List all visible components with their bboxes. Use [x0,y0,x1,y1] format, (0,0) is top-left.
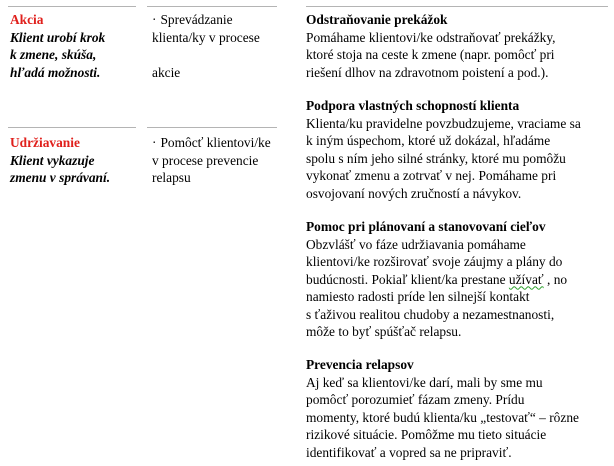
activity-line: · Pomôcť klientovi/ke [152,135,271,150]
phase-cell-udrziavanie [10,134,142,187]
section-line: ktoré stoja na ceste k zmene (napr. pomôcť pri [306,47,555,62]
bullet-icon: · [152,135,157,150]
phase-description-line: hľadá možnosti. [10,64,101,80]
section-line: Obzvlášť vo fáze udržiavania pomáhame [306,236,526,252]
section-line: s ťaživou realitou chudoby a nezamestnanosti, [306,306,555,322]
activity-line: relapsu [152,170,191,185]
table-rule-top-col3 [306,6,608,7]
table-rule-mid-col2 [147,127,277,128]
section-line: klientovi/ke rozširovať svoje záujmy a plány do [306,254,563,269]
section-line: Klienta/ku pravidelne povzbudzujeme, vraciame sa [306,115,581,131]
activity-cell-udrziavanie [152,134,286,187]
bullet-icon: · [152,12,157,27]
phase-name: Akcia [10,12,44,27]
section-prevencia-relapsov [306,356,612,461]
activity-line: akcie [152,64,181,80]
section-line: spolu s ním jeho silné stránky, ktoré mu pomôžu [306,150,566,166]
table-rule-top-col2 [147,6,277,7]
phase-cell-akcia [10,11,142,81]
section-line: rizikové situácie. Pomôžme mu tieto situácie [306,427,547,442]
section-line: môže to byť spúšťač relapsu. [306,324,462,339]
section-line: Aj keď sa klientovi/ke darí, mali by sme mu [306,374,543,390]
phase-description-line: zmenu v správaní. [10,170,111,185]
section-line: riešení dlhov na zdravotnom poistení a pod.). [306,64,549,80]
table-rule-top-col1 [8,6,136,7]
section-line: k iným úspechom, ktoré už dokázal, hľadáme [306,133,551,148]
activity-line: · Sprevádzanie [152,12,233,27]
section-title: Pomoc pri plánovaní a stanovovaní cieľov [306,219,546,234]
section-line: identifikovať a vopred sa ne pripraviť. [306,444,512,460]
section-line: Pomáhame klientovi/ke odstraňovať prekážky, [306,29,556,45]
activity-cell-akcia [152,11,284,81]
phase-name: Udržiavanie [10,135,80,150]
table-rule-mid-col1 [8,127,136,128]
phase-description-line: Klient vykazuje [10,152,95,168]
phase-description-line: Klient urobí krok [10,29,106,45]
section-title: Prevencia relapsov [306,357,414,372]
activity-line: klienta/ky v procese [152,29,260,45]
section-title: Odstraňovanie prekážok [306,12,448,27]
section-line: pomôcť porozumieť fázam zmeny. Prídu [306,392,525,407]
section-podpora-schopnosti [306,97,612,202]
section-title: Podpora vlastných schopností klienta [306,98,520,113]
section-line: osvojovaní nových zručností a návykov. [306,185,522,201]
activity-line: v procese prevencie [152,152,259,168]
blank-line [152,46,284,64]
section-line: namiesto radosti príde len silnejší kontakt [306,289,530,304]
phase-description-line: k zmene, skúša, [10,47,97,62]
section-odstranovanie-prekazok [306,11,612,81]
section-line: momenty, ktoré budú klienta/ku „testovať“ – rôzne [306,409,579,425]
section-pomoc-pri-planovani [306,218,612,341]
spellcheck-marked-word: užívať [508,271,544,287]
section-line: vykonať zmenu a zotrvať v nej. Pomáhame pri [306,168,557,183]
section-line: budúcnosti. Pokiaľ klient/ka prestane užívať , no [306,271,568,287]
